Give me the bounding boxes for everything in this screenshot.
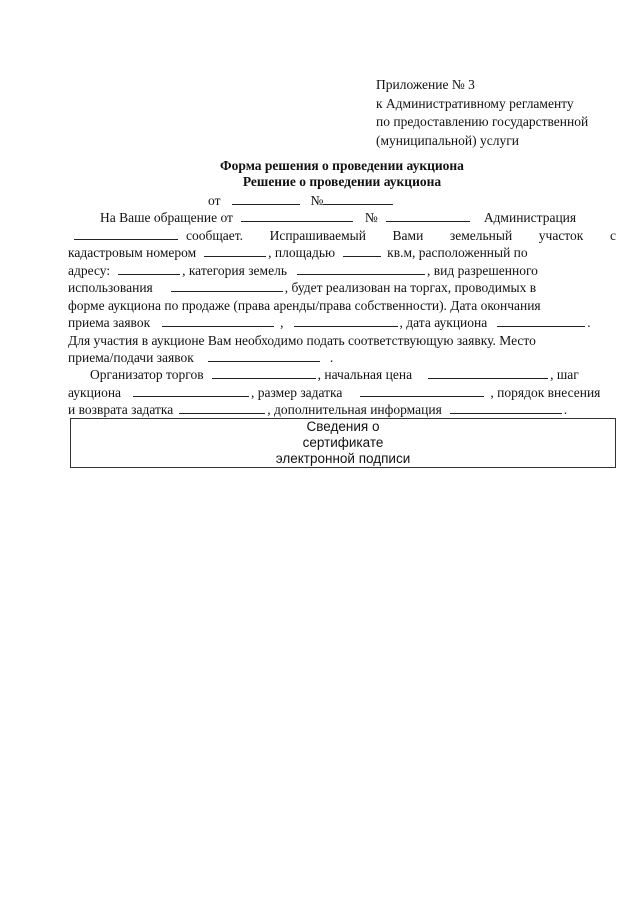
- deposit-procedure-blank[interactable]: [179, 401, 265, 414]
- paragraph-line: [68, 297, 616, 315]
- text-fragment: Вами: [392, 227, 424, 243]
- text-fragment: , дополнительная информация: [267, 402, 442, 417]
- paragraph-line: [68, 401, 616, 419]
- paragraph-line: [68, 227, 616, 245]
- appendix-line: Приложение № 3: [376, 77, 475, 92]
- paragraph-line: [68, 384, 616, 402]
- text-fragment: , начальная цена: [317, 367, 413, 382]
- text-fragment: форме аукциона по продаже (права аренды/права собственности). Дата окончания: [68, 297, 541, 313]
- text-fragment: .: [329, 350, 334, 365]
- text-fragment: , порядок внесения: [490, 384, 601, 400]
- organizer-blank[interactable]: [212, 366, 316, 379]
- text-fragment: , дата аукциона: [399, 315, 488, 330]
- appendix-header: [376, 76, 626, 150]
- cadastral-number-blank[interactable]: [204, 244, 266, 257]
- date-blank[interactable]: [232, 192, 300, 205]
- text-fragment: участок: [538, 227, 584, 243]
- document-titles: [68, 158, 616, 190]
- decision-paragraph: [68, 209, 616, 367]
- text-fragment: .: [587, 315, 591, 330]
- text-fragment: и возврата задатка: [68, 402, 174, 417]
- text-fragment: На Ваше обращение от: [100, 210, 233, 225]
- paragraph-line: [68, 279, 616, 297]
- land-category-blank[interactable]: [297, 262, 425, 275]
- text-fragment: приема заявок: [68, 315, 151, 330]
- text-fragment: Испрашиваемый: [269, 227, 366, 243]
- text-fragment: с: [609, 227, 616, 243]
- appeal-date-blank[interactable]: [241, 209, 353, 222]
- paragraph-line: [68, 366, 616, 384]
- text-fragment: земельный: [449, 227, 513, 243]
- decision-title: Решение о проведении аукциона: [242, 174, 442, 189]
- application-start-blank[interactable]: [162, 314, 274, 327]
- date-label: от: [208, 193, 221, 208]
- text-fragment: №: [364, 210, 378, 225]
- form-title: Форма решения о проведении аукциона: [220, 158, 464, 173]
- text-fragment: сообщает.: [186, 227, 243, 243]
- text-fragment: приема/подачи заявок: [68, 350, 194, 365]
- text-fragment: ,: [280, 315, 284, 330]
- text-fragment: , вид разрешенного: [426, 262, 538, 278]
- starting-price-blank[interactable]: [428, 366, 548, 379]
- application-end-blank[interactable]: [294, 314, 398, 327]
- signature-certificate-box: [70, 418, 616, 468]
- text-fragment: кадастровым номером: [68, 245, 197, 260]
- certificate-line: Сведения о: [306, 419, 380, 434]
- appeal-number-blank[interactable]: [386, 209, 470, 222]
- number-blank[interactable]: [323, 192, 393, 205]
- application-place-blank[interactable]: [208, 349, 320, 362]
- text-fragment: адресу:: [68, 262, 111, 278]
- auction-step-blank[interactable]: [133, 384, 249, 397]
- additional-info-blank[interactable]: [450, 401, 562, 414]
- number-label: №: [310, 193, 324, 208]
- permitted-use-blank[interactable]: [171, 279, 283, 292]
- administration-name-blank[interactable]: [74, 227, 178, 240]
- text-fragment: кв.м, расположенный по: [387, 245, 528, 260]
- paragraph-line: [68, 349, 616, 367]
- auction-date-blank[interactable]: [497, 314, 585, 327]
- area-blank[interactable]: [343, 244, 381, 257]
- appendix-line: по предоставлению государственной: [376, 114, 589, 129]
- deposit-amount-blank[interactable]: [360, 384, 484, 397]
- auction-terms-paragraph: [68, 366, 616, 419]
- text-fragment: , будет реализован на торгах, проводимых в: [284, 280, 537, 295]
- text-fragment: Для участия в аукционе Вам необходимо подать соответствующую заявку. Место: [68, 332, 536, 348]
- address-blank[interactable]: [118, 262, 180, 275]
- text-fragment: Организатор торгов: [90, 367, 204, 382]
- appendix-line: (муниципальной) услуги: [376, 132, 519, 148]
- text-fragment: , площадью: [268, 245, 336, 260]
- paragraph-line: [68, 209, 616, 227]
- paragraph-line: [68, 332, 616, 350]
- text-fragment: Администрация: [483, 210, 577, 225]
- certificate-line: сертификате: [302, 435, 384, 450]
- date-number-line: [68, 192, 616, 210]
- text-fragment: , шаг: [550, 367, 579, 382]
- certificate-line: электронной подписи: [275, 451, 411, 466]
- text-fragment: , категория земель: [182, 262, 287, 278]
- paragraph-line: [68, 314, 616, 332]
- text-fragment: , размер задатка: [251, 384, 343, 400]
- text-fragment: использования: [68, 280, 153, 295]
- appendix-line: к Административному регламенту: [376, 95, 574, 111]
- paragraph-line: [68, 244, 616, 262]
- text-fragment: .: [563, 402, 568, 417]
- text-fragment: аукциона: [68, 384, 122, 400]
- paragraph-line: [68, 262, 616, 280]
